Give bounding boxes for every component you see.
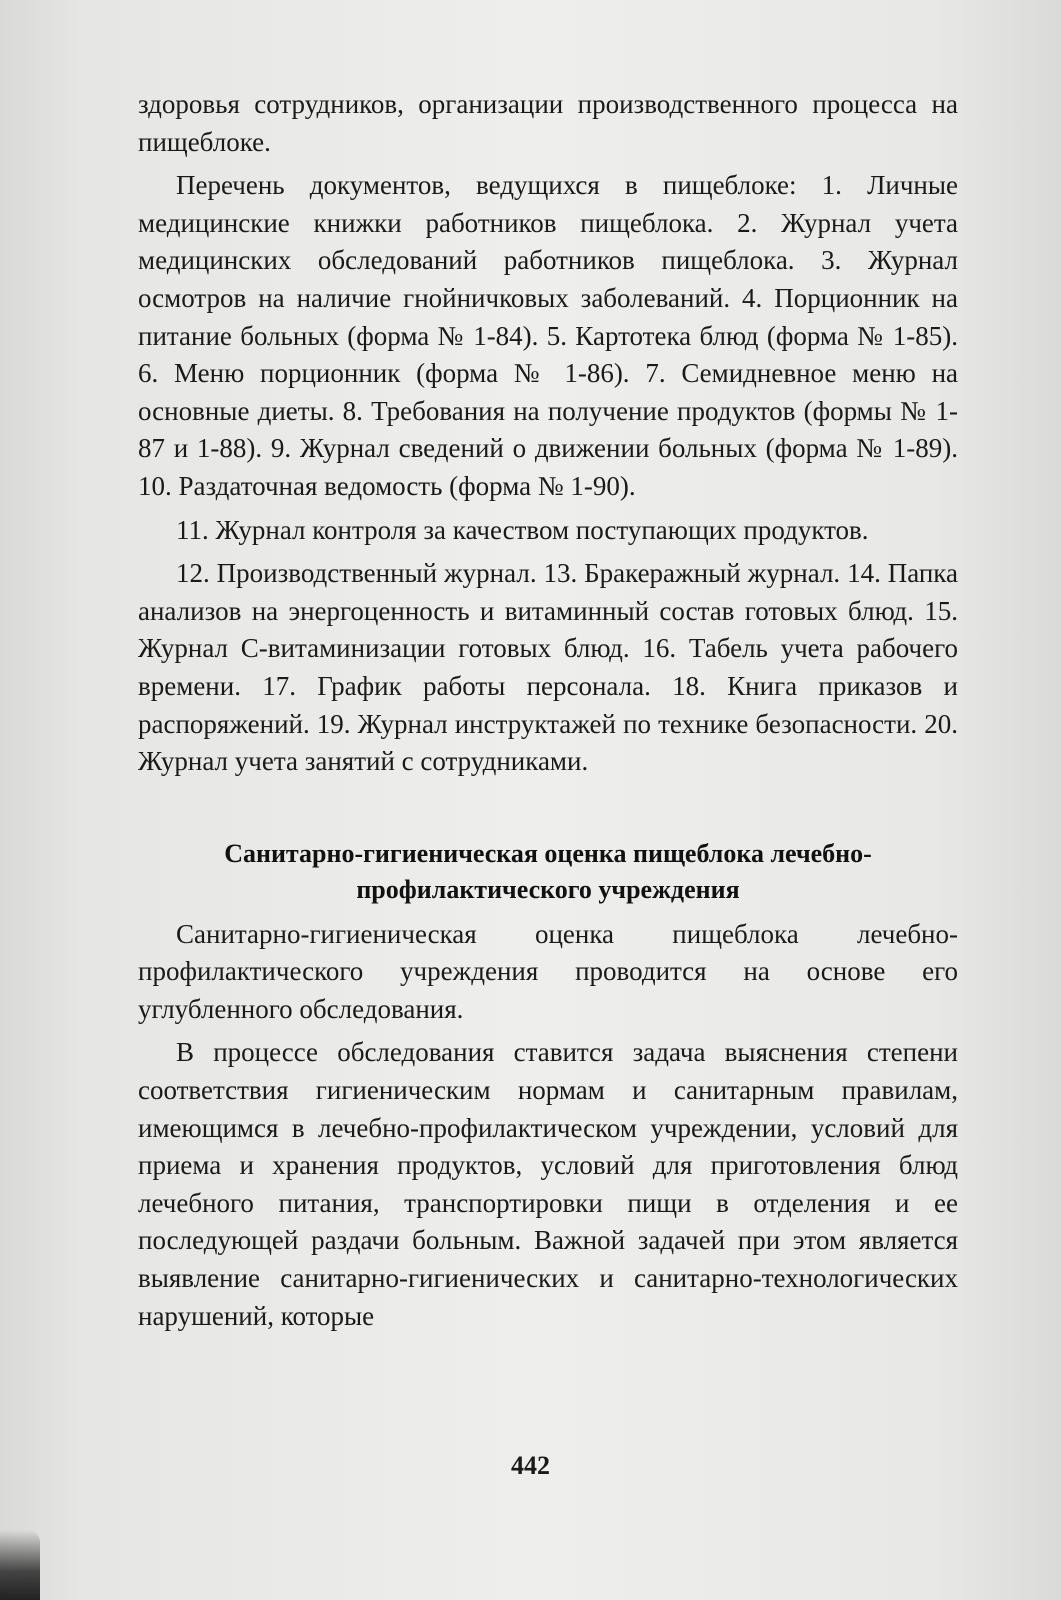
section-heading: Санитарно-гигиеническая оценка пищеблока лечебно-профилактического учреждения [224,838,872,904]
paragraph-documents-list: Перечень документов, ведущихся в пищеблоке: 1. Личные медицинские книжки работников пищеблока. 2. Журнал учета медицинских обследований работников пищеблока. 3. Журнал осмотров на наличие гнойничковых заболеваний. 4. Порционник на питание больных (форма № 1-84). 5. Картотека блюд (форма № 1-85). 6. Меню порционник (форма № 1-86). 7. Семидневное меню на основные диеты. 8. Требования на получение продуктов (формы № 1-87 и 1-88). 9. Журнал сведений о движении больных (форма № 1-89). 10. Раздаточная ведомость (форма № 1-90). [138,170,958,501]
paragraph-assessment-task: В процессе обследования ставится задача выяснения степени соответствия гигиеническим нормам и санитарным правилам, имеющимся в лечебно-профилактическом учреждении, условий для приема и хранения продуктов, условий для приготовления блюд лечебного питания, транспортировки пищи в отделения и ее последующей раздачи больным. Важной задачей при этом является выявление санитарно-гигиенических и санитарно-технологических нарушений, которые [138,1037,958,1331]
page-body [138,86,958,1335]
paragraph-assessment-intro: Санитарно-гигиеническая оценка пищеблока лечебно-профилактического учреждения проводится на основе его углубленного обследования. [138,918,958,1024]
paragraph-continuation: здоровья сотрудников, организации производственного процесса на пищеблоке. [138,89,958,157]
paragraph-items-12-20: 12. Производственный журнал. 13. Бракеражный журнал. 14. Папка анализов на энергоценность и витаминный состав готовых блюд. 15. Журнал С-витаминизации готовых блюд. 16. Табель учета рабочего времени. 17. График работы персонала. 18. Книга приказов и распоряжений. 19. Журнал инструктажей по технике безопасности. 20. Журнал учета занятий с сотрудниками. [138,558,958,777]
scan-edge-shadow [0,1530,40,1600]
paragraph-item-11: 11. Журнал контроля за качеством поступающих продуктов. [176,514,869,545]
page-number: 442 [511,1451,550,1480]
